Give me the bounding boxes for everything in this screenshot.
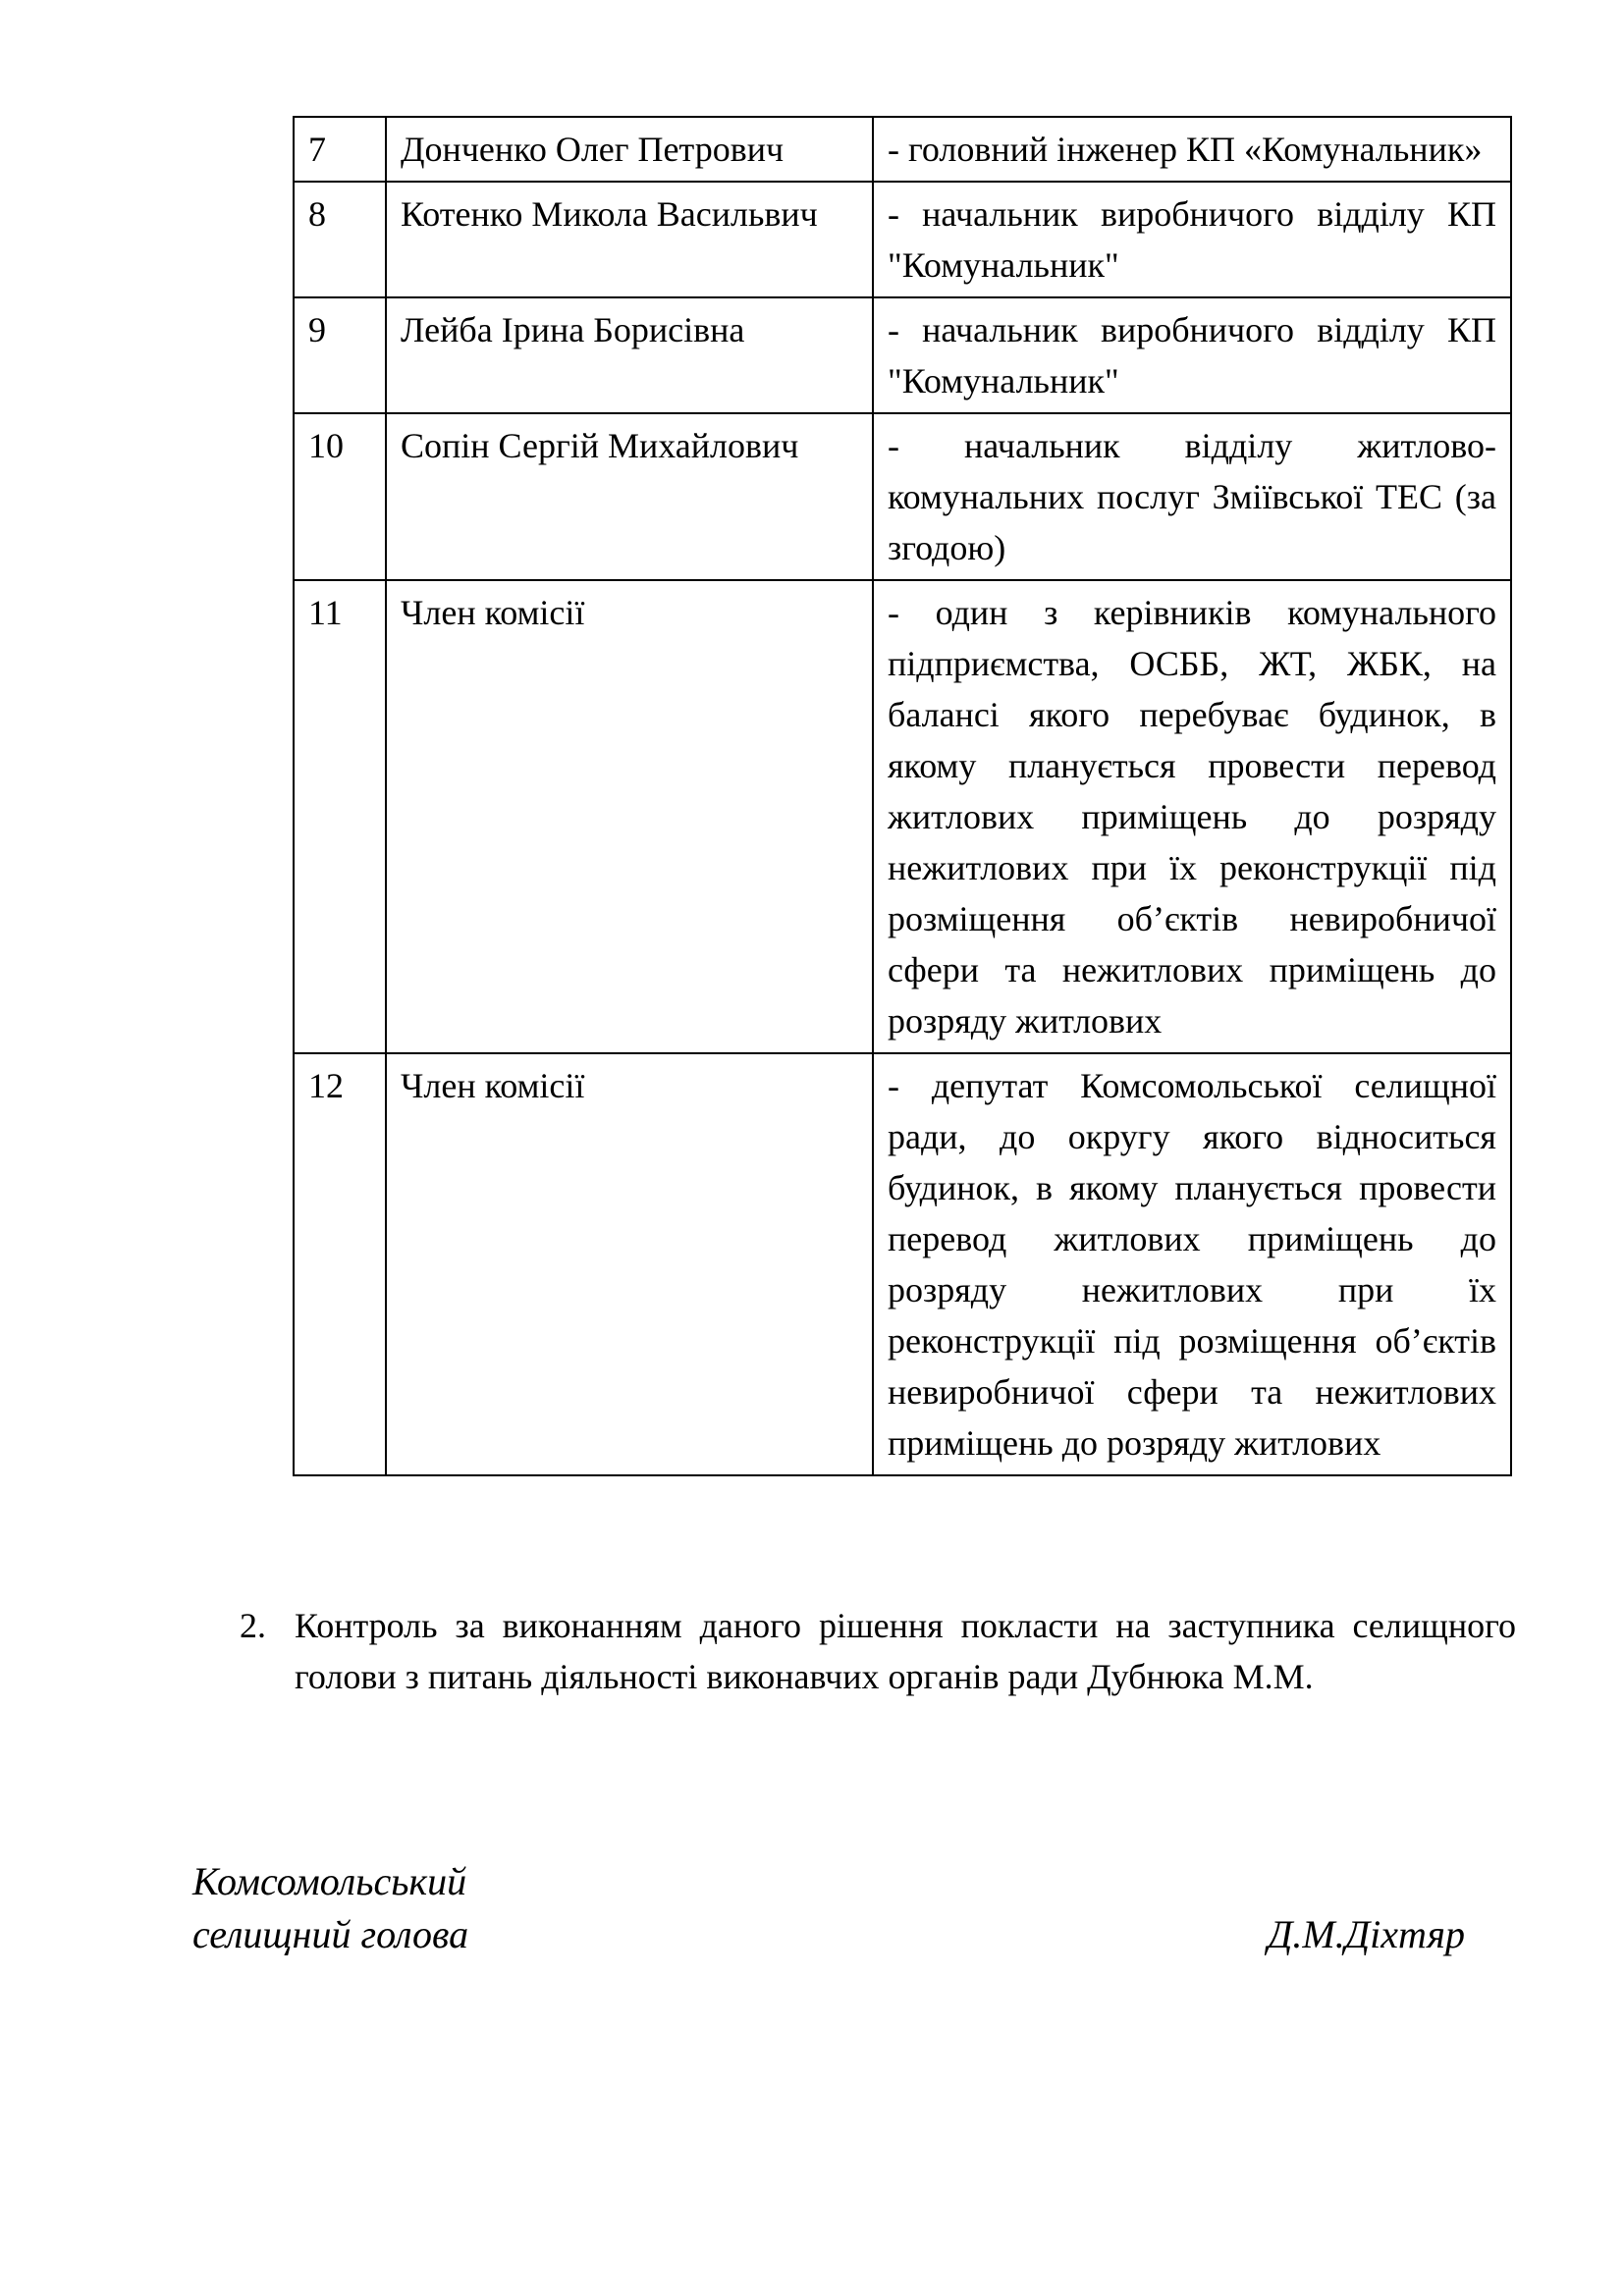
- row-number: 9: [294, 297, 386, 413]
- commission-members-table: [293, 116, 1512, 1476]
- member-name: Член комісії: [386, 580, 873, 1053]
- row-number: 7: [294, 117, 386, 182]
- row-number: 12: [294, 1053, 386, 1475]
- member-role: - один з керівників комунального підприємства, ОСББ, ЖТ, ЖБК, на балансі якого перебуває будинок, в якому планується провести перевод житлових приміщень до розряду нежитлових при їх реконструкції під розміщення об’єктів невиробничої сфери та нежитлових приміщень до розряду житлових: [873, 580, 1511, 1053]
- table-row: [294, 297, 1511, 413]
- member-role: - начальник виробничого відділу КП "Комунальник": [873, 297, 1511, 413]
- table-row: [294, 1053, 1511, 1475]
- member-name: Сопін Сергій Михайлович: [386, 413, 873, 580]
- table-row: [294, 182, 1511, 297]
- row-number: 10: [294, 413, 386, 580]
- decision-number: 2.: [240, 1606, 266, 1645]
- decision-item-2: [240, 1600, 1516, 1702]
- member-role: - начальник виробничого відділу КП "Комунальник": [873, 182, 1511, 297]
- table-row: [294, 580, 1511, 1053]
- member-role: - начальник відділу житлово-комунальних послуг Зміївської ТЕС (за згодою): [873, 413, 1511, 580]
- row-number: 11: [294, 580, 386, 1053]
- member-name: Котенко Микола Васильвич: [386, 182, 873, 297]
- decision-text: Контроль за виконанням даного рішення покласти на заступника селищного голови з питань діяльності виконавчих органів ради Дубнюка М.М.: [295, 1606, 1516, 1696]
- table-row: [294, 117, 1511, 182]
- member-name: Лейба Ірина Борисівна: [386, 297, 873, 413]
- signatory-post-line-2: селищний голова: [192, 1912, 469, 1956]
- member-role: - головний інженер КП «Комунальник»: [873, 117, 1511, 182]
- member-role: - депутат Комсомольської селищної ради, до округу якого відноситься будинок, в якому планується провести перевод житлових приміщень до розряду нежитлових при їх реконструкції під розміщення об’єктів невиробничої сфери та нежитлових приміщень до розряду житлових: [873, 1053, 1511, 1475]
- signatory-name: Д.М.Діхтяр: [1267, 1912, 1465, 1956]
- table-row: [294, 413, 1511, 580]
- member-name: Донченко Олег Петрович: [386, 117, 873, 182]
- signatory-post-line-1: Комсомольський: [192, 1859, 467, 1903]
- row-number: 8: [294, 182, 386, 297]
- signatory-post: [192, 1855, 880, 1961]
- member-name: Член комісії: [386, 1053, 873, 1475]
